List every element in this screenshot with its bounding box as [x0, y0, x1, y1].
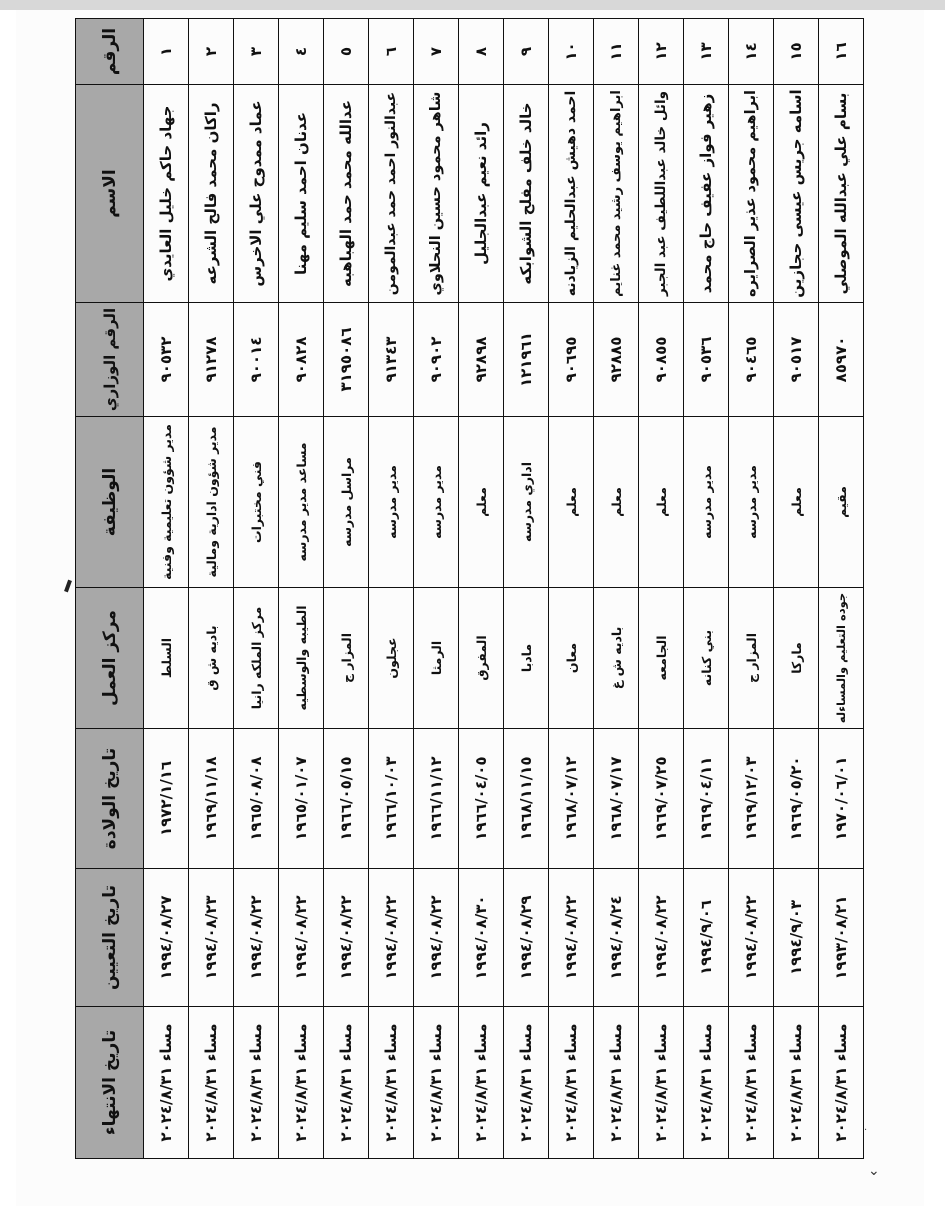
cell-num: ٤: [279, 19, 324, 85]
cell-name: عبدالنور احمد حمد عبدالمومن: [369, 85, 414, 303]
cell-appointment-date: ١٩٩٤/٠٨/٢٢: [639, 869, 684, 1007]
cell-work-center: باديه ش ق: [189, 588, 234, 729]
cell-birth-date: ١٩٦٦/٠٤/٠٥: [459, 729, 504, 869]
cell-name: ابراهيم يوسف رشيد محمد غنايم: [594, 85, 639, 303]
cell-job: مقيم: [819, 417, 864, 588]
table-row: [819, 19, 864, 1159]
cell-ministry-id: ٩٠٥٣٦: [684, 303, 729, 417]
cell-job: معلم: [774, 417, 819, 588]
header-birth-date: تاريخ الولادة: [76, 729, 144, 869]
cell-num: ١: [144, 19, 189, 85]
cell-appointment-date: ١٩٩٤/٠٨/٢٢: [549, 869, 594, 1007]
cell-birth-date: ١٩٦٦/١٠/٠٣: [369, 729, 414, 869]
cell-num: ١٤: [729, 19, 774, 85]
table-row: [234, 19, 279, 1159]
cell-name: زهير فواز عفيف حاج محمد: [684, 85, 729, 303]
header-num: الرقم: [76, 19, 144, 85]
cell-num: ٩: [504, 19, 549, 85]
cell-birth-date: ١٩٦٩/١١/١٨: [189, 729, 234, 869]
table-row: [729, 19, 774, 1159]
cell-num: ٢: [189, 19, 234, 85]
cell-end-date: مساء ٢٠٢٤/٨/٣١: [144, 1007, 189, 1159]
cell-birth-date: ١٩٦٩/١٢/٠٣: [729, 729, 774, 869]
cell-ministry-id: ٩٠٤٦٥: [729, 303, 774, 417]
cell-end-date: مساء ٢٠٢٤/٨/٣١: [504, 1007, 549, 1159]
cell-appointment-date: ١٩٩٣/٠٨/٢١: [819, 869, 864, 1007]
header-name: الاسم: [76, 85, 144, 303]
employees-table: [75, 18, 864, 1159]
cell-name: جهاد حاكم خليل العايدي: [144, 85, 189, 303]
cell-name: ابراهيم محمود عذير الصرايره: [729, 85, 774, 303]
cell-end-date: مساء ٢٠٢٤/٨/٣١: [684, 1007, 729, 1159]
cell-birth-date: ١٩٧٢/١/١٦: [144, 729, 189, 869]
cell-end-date: مساء ٢٠٢٤/٨/٣١: [459, 1007, 504, 1159]
cell-end-date: مساء ٢٠٢٤/٨/٣١: [414, 1007, 459, 1159]
cell-name: عدالله محمد حمد الهباهبه: [324, 85, 369, 303]
cell-appointment-date: ١٩٩٤/٩/٠٣: [774, 869, 819, 1007]
cell-job: مراسل مدرسه: [324, 417, 369, 588]
cell-name: خالد خلف مفلح الشوابكه: [504, 85, 549, 303]
cell-job: معلم: [459, 417, 504, 588]
cell-end-date: مساء ٢٠٢٤/٨/٣١: [819, 1007, 864, 1159]
cell-end-date: مساء ٢٠٢٤/٨/٣١: [369, 1007, 414, 1159]
cell-end-date: مساء ٢٠٢٤/٨/٣١: [774, 1007, 819, 1159]
cell-ministry-id: ٩٢٨٩٨: [459, 303, 504, 417]
cell-name: شاهر محمود حسين النحلاوي: [414, 85, 459, 303]
cell-appointment-date: ١٩٩٤/٠٨/٣٠: [459, 869, 504, 1007]
cell-job: اداري مدرسه: [504, 417, 549, 588]
table-row: [144, 19, 189, 1159]
cell-num: ١٠: [549, 19, 594, 85]
cell-ministry-id: ٩٠٦٩٥: [549, 303, 594, 417]
cell-job: مدير مدرسه: [729, 417, 774, 588]
cell-appointment-date: ١٩٩٤/٠٨/٢٢: [324, 869, 369, 1007]
cell-birth-date: ١٩٦٨/٠٧/١٢: [549, 729, 594, 869]
cell-ministry-id: ٩١٣٤٣: [369, 303, 414, 417]
cell-work-center: عجلون: [369, 588, 414, 729]
cell-work-center: جوده التعليم والمساءله: [819, 588, 864, 729]
cell-appointment-date: ١٩٩٤/٠٨/٢٢: [279, 869, 324, 1007]
cell-work-center: مركز الملكه رانيا: [234, 588, 279, 729]
cell-ministry-id: ٩٢٨٨٥: [594, 303, 639, 417]
cell-end-date: مساء ٢٠٢٤/٨/٣١: [639, 1007, 684, 1159]
cell-job: مساعد مدير مدرسه: [279, 417, 324, 588]
cell-appointment-date: ١٩٩٤/٠٨/٢٢: [414, 869, 459, 1007]
cell-appointment-date: ١٩٩٤/٠٨/٢٣: [189, 869, 234, 1007]
cell-birth-date: ١٩٦٨/١١/١٥: [504, 729, 549, 869]
cell-name: بسام علي عبدالله الموصلي: [819, 85, 864, 303]
cell-ministry-id: ٩٠٩٠٢: [414, 303, 459, 417]
cell-work-center: المزار ج: [324, 588, 369, 729]
scan-speck: ·: [864, 1125, 868, 1136]
table-row: [369, 19, 414, 1159]
cell-end-date: مساء ٢٠٢٤/٨/٣١: [234, 1007, 279, 1159]
cell-num: ١٥: [774, 19, 819, 85]
table-header-row: [76, 19, 144, 1159]
header-appointment-date: تاريخ التعيين: [76, 869, 144, 1007]
cell-birth-date: ١٩٦٦/١١/١٢: [414, 729, 459, 869]
cell-end-date: مساء ٢٠٢٤/٨/٣١: [729, 1007, 774, 1159]
header-end-date: تاريخ الانتهاء: [76, 1007, 144, 1159]
cell-num: ٣: [234, 19, 279, 85]
cell-job: مدير مدرسه: [369, 417, 414, 588]
cell-name: رائد نعيم عبدالجليل: [459, 85, 504, 303]
cell-work-center: بني كنانه: [684, 588, 729, 729]
rotated-table-wrapper: [75, 18, 848, 1158]
cell-ministry-id: ٩٠٠١٤: [234, 303, 279, 417]
cell-end-date: مساء ٢٠٢٤/٨/٣١: [279, 1007, 324, 1159]
table-row: [459, 19, 504, 1159]
cell-job: معلم: [594, 417, 639, 588]
cell-work-center: المفرق: [459, 588, 504, 729]
cell-ministry-id: ٣١٩٥٠٨٦: [324, 303, 369, 417]
cell-num: ٧: [414, 19, 459, 85]
table-row: [639, 19, 684, 1159]
cell-job: معلم: [549, 417, 594, 588]
table-row: [324, 19, 369, 1159]
cell-birth-date: ١٩٦٩/٠٤/١١: [684, 729, 729, 869]
cell-appointment-date: ١٩٩٤/٠٨/٢٤: [594, 869, 639, 1007]
header-ministry-id: الرقم الوزاري: [76, 303, 144, 417]
scan-speck: ⌄: [868, 1163, 880, 1179]
cell-name: عدنان احمد سليم مهنا: [279, 85, 324, 303]
cell-num: ٦: [369, 19, 414, 85]
cell-num: ١٦: [819, 19, 864, 85]
cell-end-date: مساء ٢٠٢٤/٨/٣١: [549, 1007, 594, 1159]
cell-birth-date: ١٩٦٥/٠١/٠٧: [279, 729, 324, 869]
cell-ministry-id: ٩٠٥٣٢: [144, 303, 189, 417]
cell-ministry-id: ٨٥٩٧٠: [819, 303, 864, 417]
cell-birth-date: ١٩٦٨/٠٧/١٧: [594, 729, 639, 869]
cell-appointment-date: ١٩٩٤/٩/٠٦: [684, 869, 729, 1007]
table-row: [774, 19, 819, 1159]
cell-appointment-date: ١٩٩٤/٠٨/٢٢: [369, 869, 414, 1007]
cell-ministry-id: ٩١٢٧٨: [189, 303, 234, 417]
cell-end-date: مساء ٢٠٢٤/٨/٣١: [594, 1007, 639, 1159]
cell-appointment-date: ١٩٩٤/٠٨/٢٩: [504, 869, 549, 1007]
cell-work-center: باديه ش غ: [594, 588, 639, 729]
table-row: [684, 19, 729, 1159]
cell-work-center: الرمثا: [414, 588, 459, 729]
cell-end-date: مساء ٢٠٢٤/٨/٣١: [324, 1007, 369, 1159]
cell-job: مدير مدرسه: [684, 417, 729, 588]
cell-birth-date: ١٩٦٩/٠٧/٢٥: [639, 729, 684, 869]
cell-job: معلم: [639, 417, 684, 588]
table-row: [549, 19, 594, 1159]
cell-work-center: معان: [549, 588, 594, 729]
cell-job: مدير مدرسه: [414, 417, 459, 588]
table-row: [189, 19, 234, 1159]
cell-num: ١٣: [684, 19, 729, 85]
cell-birth-date: ١٩٦٩/٠٥/٢٠: [774, 729, 819, 869]
cell-ministry-id: ٩٠٨٥٥: [639, 303, 684, 417]
cell-work-center: الجامعه: [639, 588, 684, 729]
cell-num: ١١: [594, 19, 639, 85]
cell-num: ١٢: [639, 19, 684, 85]
cell-birth-date: ١٩٧٠/٠٦/٠١: [819, 729, 864, 869]
cell-work-center: السلط: [144, 588, 189, 729]
cell-job: فني مختبرات: [234, 417, 279, 588]
cell-name: احمد دهيش عبدالحليم الزيادنه: [549, 85, 594, 303]
cell-ministry-id: ٩٠٨٢٨: [279, 303, 324, 417]
viewer-top-bar: [0, 0, 945, 10]
header-job: الوظيفة: [76, 417, 144, 588]
cell-birth-date: ١٩٦٦/٠٥/١٥: [324, 729, 369, 869]
cell-job: مدير شؤون ادارية ومالية: [189, 417, 234, 588]
cell-birth-date: ١٩٦٥/٠٨/٠٨: [234, 729, 279, 869]
cell-ministry-id: ١٢١٩٦١: [504, 303, 549, 417]
cell-num: ٥: [324, 19, 369, 85]
cell-work-center: المزار ج: [729, 588, 774, 729]
cell-name: راكان محمد فالح الشرعه: [189, 85, 234, 303]
table-row: [594, 19, 639, 1159]
cell-work-center: ماركا: [774, 588, 819, 729]
header-work-center: مركز العمل: [76, 588, 144, 729]
cell-appointment-date: ١٩٩٤/٠٨/٢٢: [234, 869, 279, 1007]
table-row: [414, 19, 459, 1159]
cell-ministry-id: ٩٠٥١٧: [774, 303, 819, 417]
cell-name: اسامه جريس عيسى حجازين: [774, 85, 819, 303]
cell-appointment-date: ١٩٩٤/٠٨/٢٧: [144, 869, 189, 1007]
table-body: [144, 19, 864, 1159]
cell-end-date: مساء ٢٠٢٤/٨/٣١: [189, 1007, 234, 1159]
cell-job: مدير شؤون تعليمية وفنية: [144, 417, 189, 588]
table-row: [504, 19, 549, 1159]
cell-work-center: الطيبه والوسطيه: [279, 588, 324, 729]
cell-name: عماد ممدوح علي الاخرس: [234, 85, 279, 303]
cell-num: ٨: [459, 19, 504, 85]
cell-appointment-date: ١٩٩٤/٠٨/٢٢: [729, 869, 774, 1007]
table-row: [279, 19, 324, 1159]
cell-work-center: مادبا: [504, 588, 549, 729]
cell-name: وائل خالد عبداللطيف عبد الجبر: [639, 85, 684, 303]
